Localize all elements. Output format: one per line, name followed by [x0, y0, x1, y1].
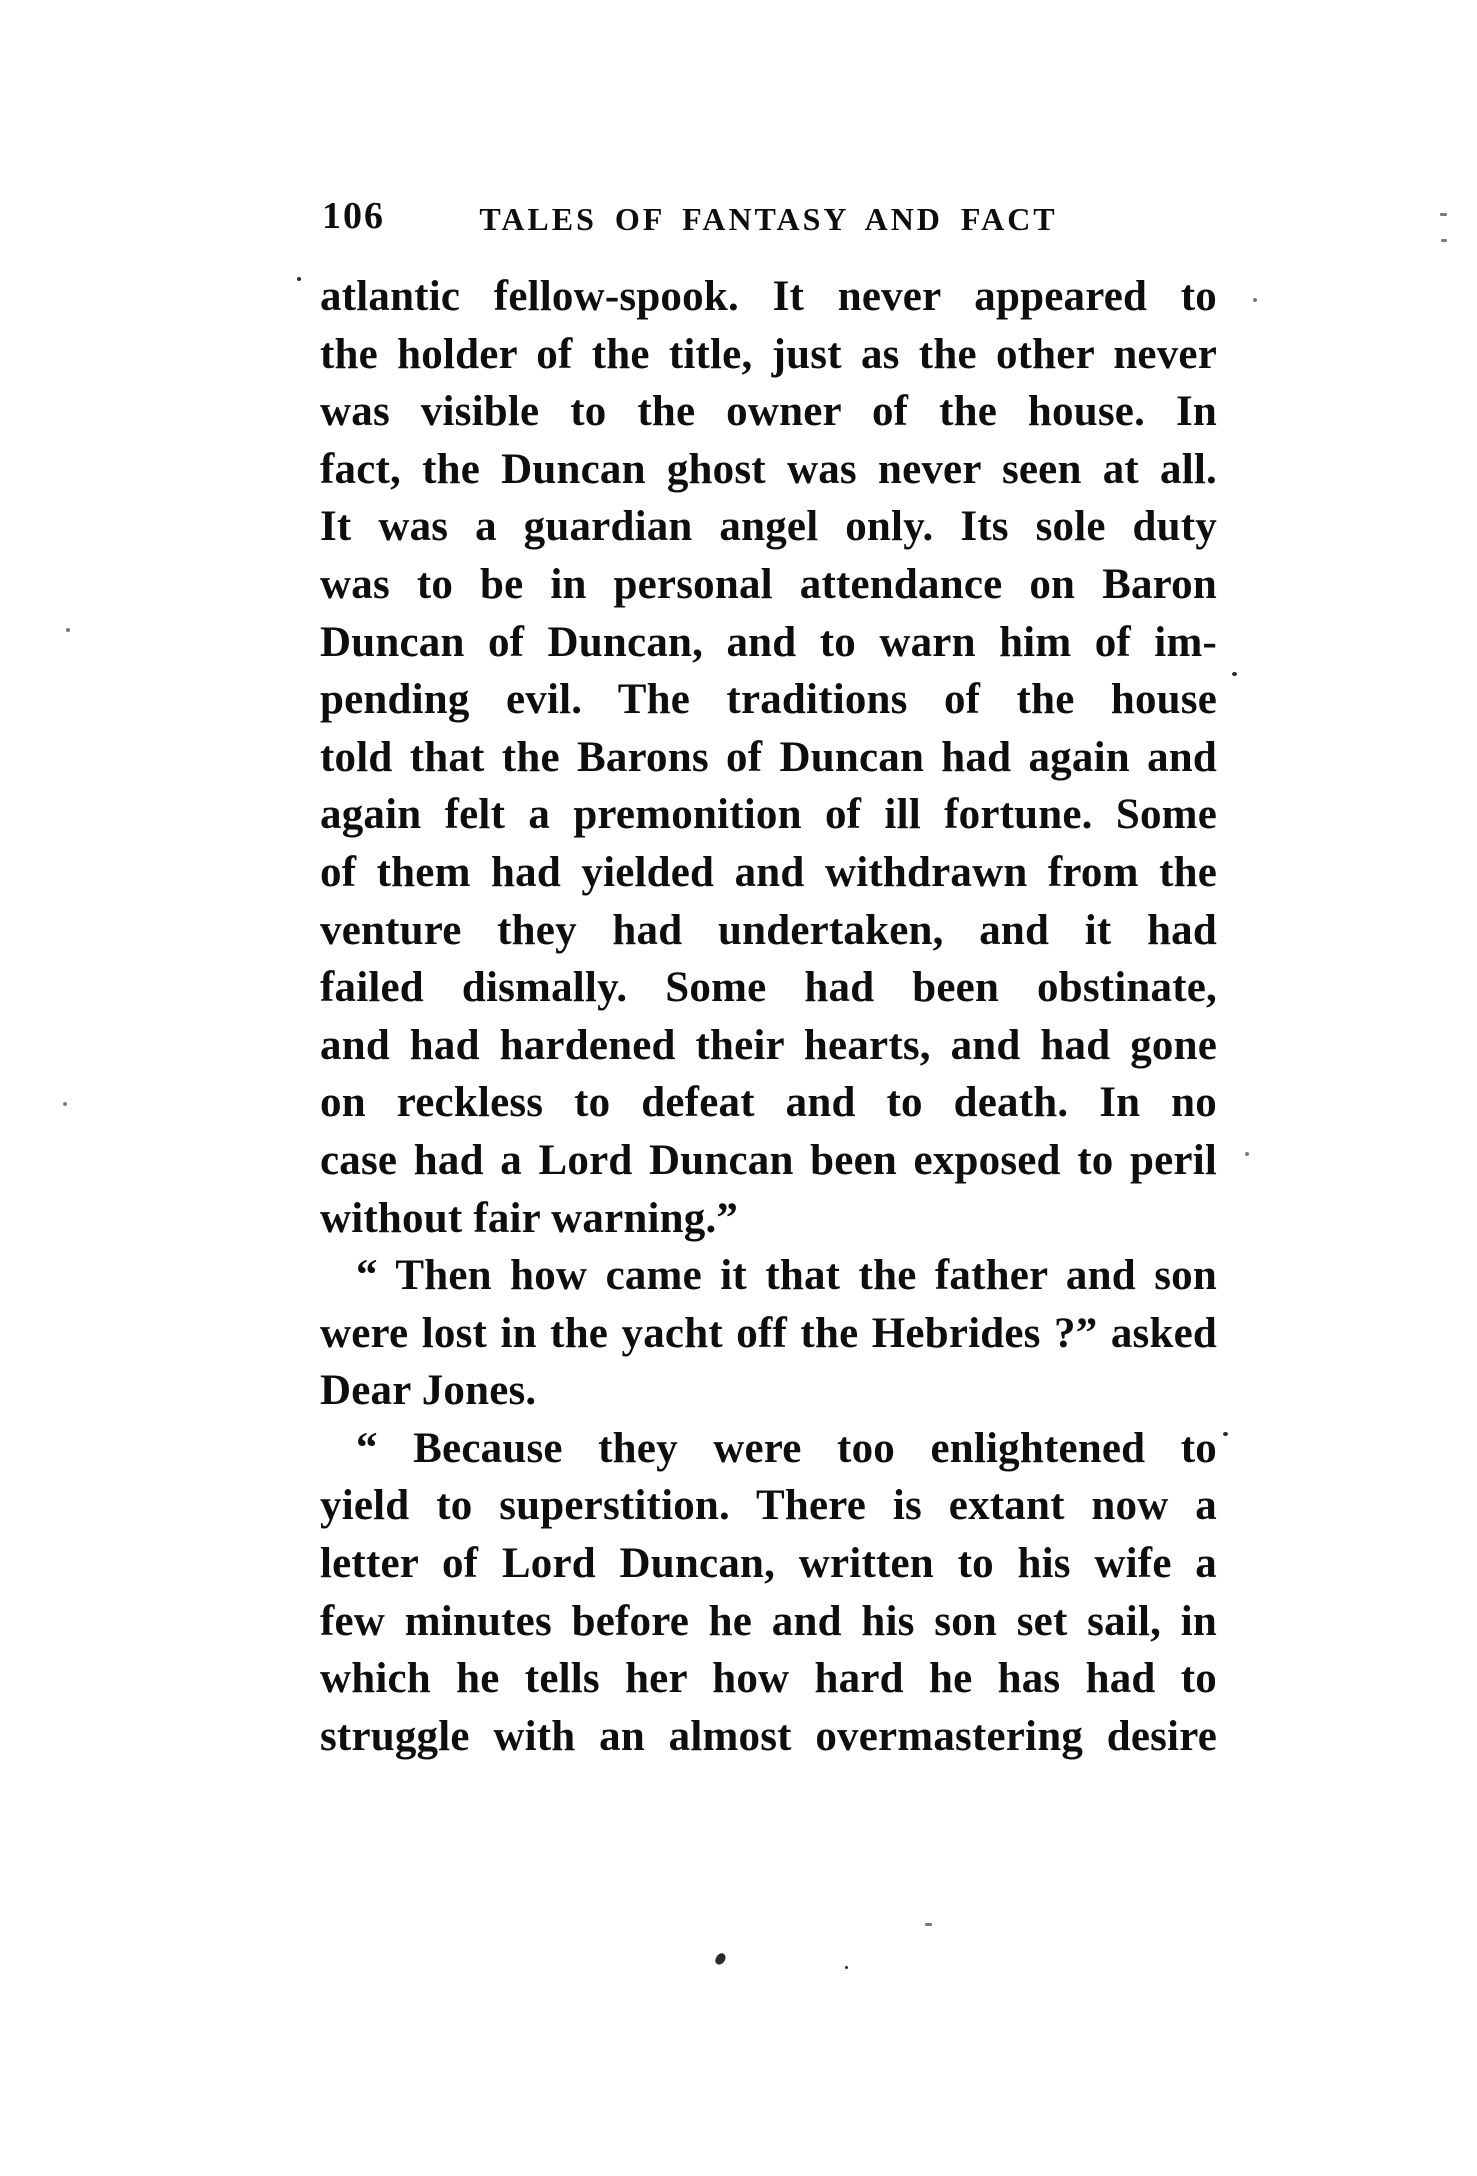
noise-speck — [297, 277, 301, 281]
text-line: was visible to the owner of the house. In — [320, 388, 1217, 436]
running-title: TALES OF FANTASY AND FACT — [479, 201, 1058, 237]
noise-speck — [1223, 1432, 1228, 1436]
text-line: failed dismally. Some had been obstinate, — [320, 964, 1217, 1012]
text-line: few minutes before he and his son set sail, in — [320, 1597, 1217, 1645]
text-line: letter of Lord Duncan, written to his wife a — [320, 1540, 1217, 1588]
text-line: were lost in the yacht off the Hebrides ?” asked — [320, 1309, 1217, 1357]
text-line: “ Because they were too enlightened to — [356, 1424, 1217, 1472]
text-line: It was a guardian angel only. Its sole duty — [320, 503, 1217, 551]
noise-speck — [925, 1923, 932, 1926]
body-text — [320, 268, 1217, 1765]
text-line: again felt a premonition of ill fortune. Some — [320, 791, 1217, 839]
noise-speck — [845, 1966, 848, 1969]
text-line: yield to superstition. There is extant now a — [320, 1482, 1217, 1530]
noise-speck — [1441, 239, 1447, 242]
page-header — [320, 197, 1217, 245]
text-line: pending evil. The traditions of the house — [320, 676, 1217, 724]
noise-speck — [713, 1952, 727, 1967]
text-line: Dear Jones. — [320, 1367, 537, 1415]
noise-speck — [1245, 1152, 1249, 1156]
text-line: without fair warning.” — [320, 1194, 739, 1242]
text-line: which he tells her how hard he has had to — [320, 1655, 1217, 1703]
text-line: atlantic fellow-spook. It never appeared to — [320, 273, 1217, 320]
text-line: and had hardened their hearts, and had gone — [320, 1021, 1217, 1069]
text-line: the holder of the title, just as the other never — [320, 330, 1217, 378]
text-line: fact, the Duncan ghost was never seen at all. — [320, 445, 1217, 493]
noise-speck — [1232, 672, 1237, 676]
page-number: 106 — [322, 195, 385, 237]
text-line: case had a Lord Duncan been exposed to peril — [320, 1136, 1217, 1184]
text-line: “ Then how came it that the father and son — [356, 1252, 1217, 1300]
text-line: of them had yielded and withdrawn from the — [320, 848, 1217, 896]
text-line: Duncan of Duncan, and to warn him of im- — [320, 618, 1217, 666]
text-line: was to be in personal attendance on Baron — [320, 560, 1217, 608]
noise-speck — [66, 628, 70, 632]
noise-speck — [63, 1102, 67, 1106]
text-line: venture they had undertaken, and it had — [320, 906, 1217, 954]
noise-speck — [1253, 298, 1257, 302]
noise-speck — [1440, 213, 1447, 216]
text-line: told that the Barons of Duncan had again and — [320, 733, 1217, 781]
text-line: on reckless to defeat and to death. In no — [320, 1079, 1217, 1127]
text-line: struggle with an almost overmastering desire — [320, 1712, 1217, 1760]
